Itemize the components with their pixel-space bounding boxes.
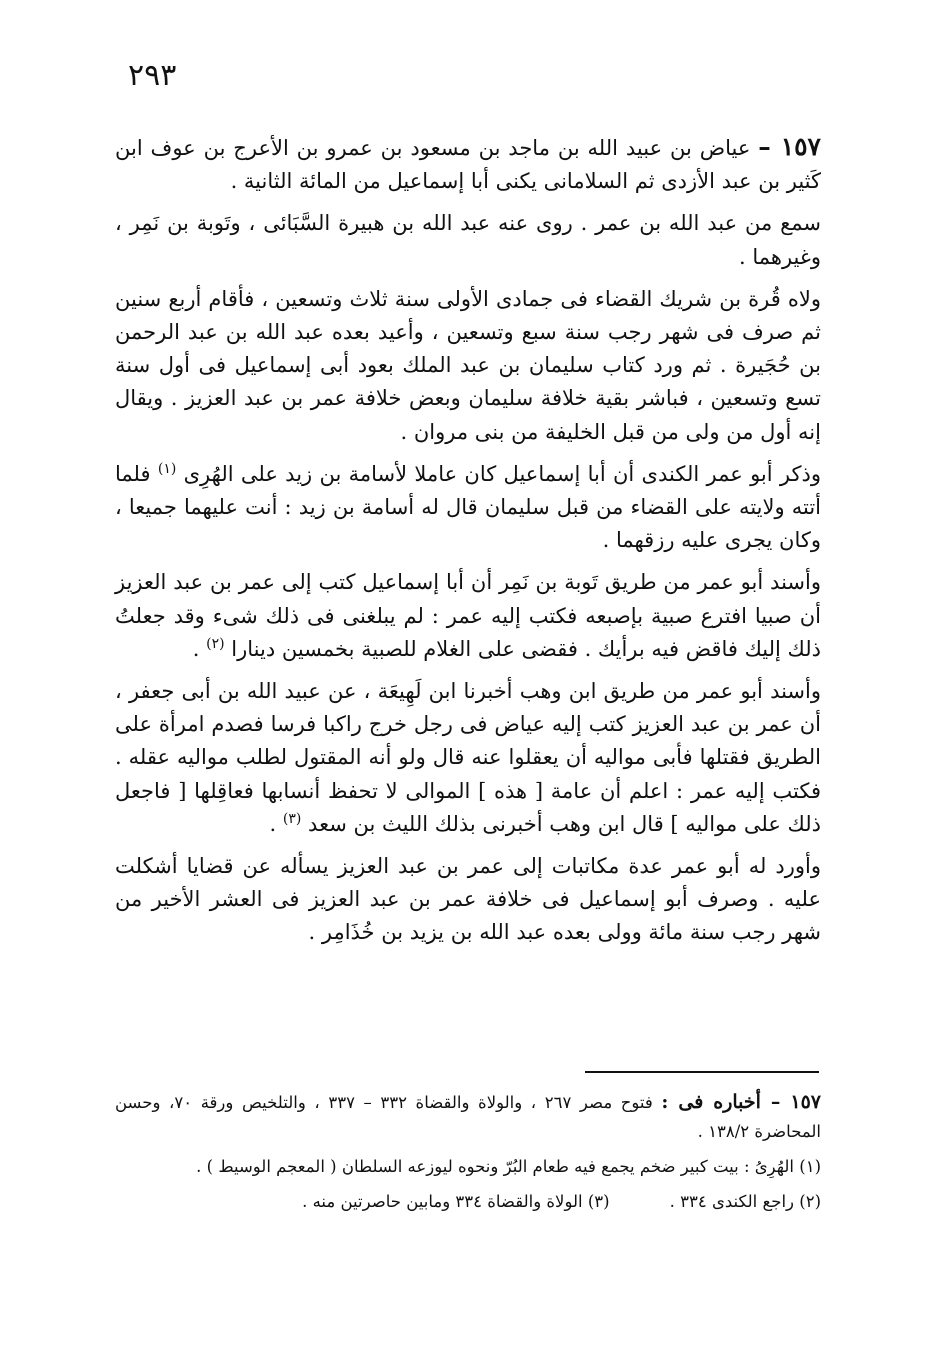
footnote-1: (١) الهُرِىُ : بيت كبير ضخم يجمع فيه طعام البُرّ ونحوه ليوزعه السلطان ( المعجم الوسيط ) . xyxy=(196,1157,821,1176)
paragraph-kindi-after: فلما أتته ولايته على القضاء من قبل سليمان قال له أسامة بن زيد : أنت عليهما جميعا ، وكان يجرى عليه رزقهما . xyxy=(115,461,821,553)
footnote-ref-2: (٢) xyxy=(206,635,225,652)
footnote-3: (٣) الولاة والقضاة ٣٣٤ ومابين حاصرتين منه . xyxy=(302,1192,610,1211)
footnote-entry-label: ١٥٧ – أخباره فى : xyxy=(661,1091,821,1113)
entry-heading-paragraph xyxy=(115,130,821,198)
entry-number: ١٥٧ – xyxy=(758,132,821,161)
paragraph-tawba-before: وأسند أبو عمر من طريق تَوبة بن نَمِر أن أبا إسماعيل كتب إلى عمر بن عبد العزيز أن صبيا افترع صبية بإصبعه فكتب إليه عمر : لم يبلغنى فى ذلك شىء وقد جعلتُ ذلك إليك فاقض فيه برأيك . فقضى على الغلام للصبية بخمسين دينارا xyxy=(115,570,821,661)
footnote-ref-1: (١) xyxy=(157,460,177,477)
paragraph-tawba xyxy=(115,566,821,666)
page-number: ٢٩٣ xyxy=(128,58,177,93)
entry-heading-text: عياض بن عبيد الله بن ماجد بن مسعود بن عمرو بن الأعرج بن عوف ابن كَثير بن عبد الأزدى ثم السلامانى يكنى أبا إسماعيل من المائة الثانية . xyxy=(115,136,821,194)
paragraph-sami: سمع من عبد الله بن عمر . روى عنه عبد الله بن هبيرة السَّبَائى ، وتَوبة بن نَمِر ، وغيرهما . xyxy=(115,211,821,269)
paragraph-wahb-after: . xyxy=(269,811,277,836)
paragraph-kindi-before: وذكر أبو عمر الكندى أن أبا إسماعيل كان عاملا لأسامة بن زيد على الهُرِى xyxy=(183,461,821,486)
footnote-divider xyxy=(585,1071,819,1073)
paragraph-wilaya: ولاه قُرة بن شريك القضاء فى جمادى الأولى سنة ثلاث وتسعين ، فأقام أربع سنين ثم صرف فى شهر رجب سنة سبع وتسعين ، وأعيد بعده عبد الله بن عبد الرحمن بن حُجَيرة . ثم ورد كتاب سليمان بن عبد الملك بعود أبى إسماعيل فى أول سنة تسع وتسعين ، فباشر بقية خلافة سليمان وبعض خلافة عمر بن عبد العزيز . ويقال إنه أول من ولى من قبل الخليفة من بنى مروان . xyxy=(115,286,821,444)
footnote-entry xyxy=(115,1088,821,1146)
paragraph-wahb xyxy=(115,675,821,841)
footnote-2: (٢) راجع الكندى ٣٣٤ . xyxy=(669,1192,821,1211)
paragraph-wahb-before: وأسند أبو عمر من طريق ابن وهب أخبرنا ابن لَهِيعَة ، عن عبيد الله بن أبى جعفر ، أن عمر بن عبد العزيز كتب إليه عياض فى رجل خرج راكبا فرسا فصدم امرأة على الطريق فقتلها فأبى مواليه أن يعقلوا عنه قال ولو أنه المقتول لطلب مواليه عقله . فكتب إليه عمر : اعلم أن عامة [ هذه ] الموالى لا تحفظ أنسابها فعاقِلها [ فاجعل ذلك على مواليه ] قال ابن وهب أخبرنى بذلك الليث بن سعد xyxy=(115,679,821,836)
main-text xyxy=(115,130,821,959)
footnote-entry-text: فتوح مصر ٢٦٧ ، والولاة والقضاة ٣٣٢ – ٣٣٧ ، والتلخيص ورقة ٧٠، وحسن المحاضرة ١٣٨/٢ . xyxy=(115,1093,821,1141)
footnote-ref-3: (٣) xyxy=(282,810,302,827)
paragraph-kindi xyxy=(115,458,821,558)
paragraph-last: وأورد له أبو عمر عدة مكاتبات إلى عمر بن عبد العزيز يسأله عن قضايا أشكلت عليه . وصرف أبو إسماعيل فى خلافة عمر بن عبد العزيز فى العشر الأخير من شهر رجب سنة مائة وولى بعده عبد الله بن يزيد بن خُذَامِر . xyxy=(115,854,821,945)
footnotes xyxy=(115,1088,821,1216)
paragraph-tawba-after: . xyxy=(192,636,200,661)
footnote-row xyxy=(115,1187,821,1216)
